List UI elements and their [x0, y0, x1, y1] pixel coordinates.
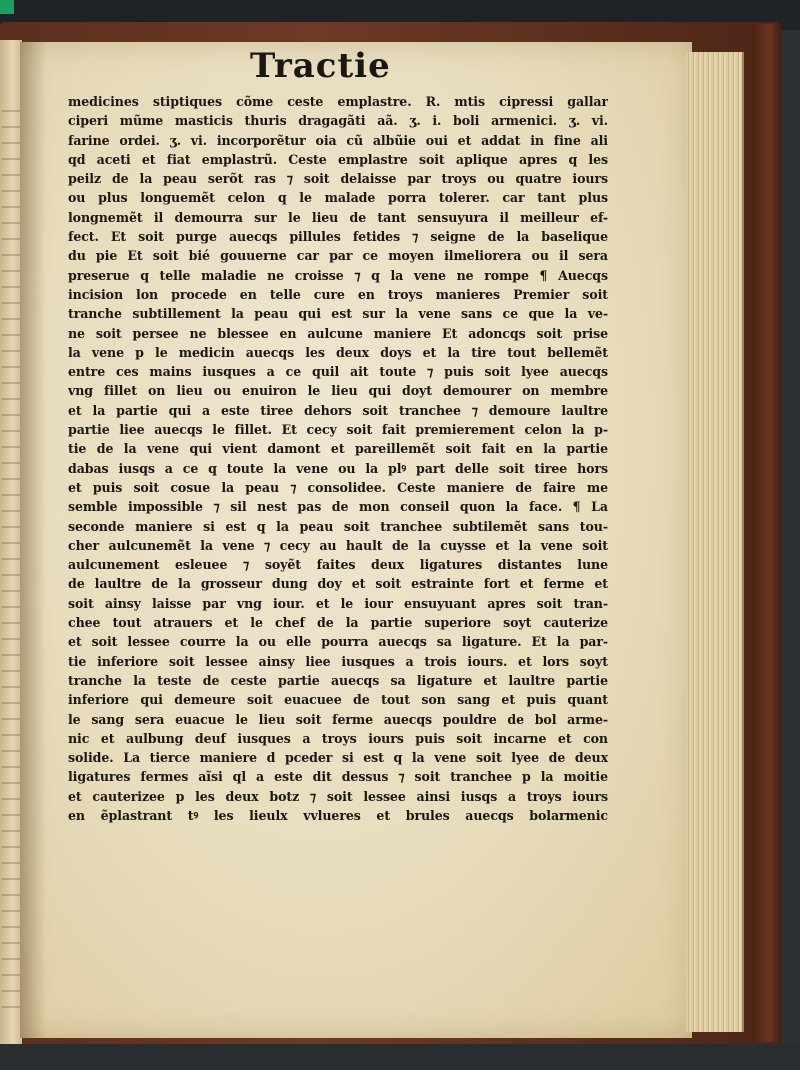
text-line: de laultre de la grosseur dung doy et soit estrainte fort et ferme et — [68, 576, 608, 592]
text-line: preserue q telle maladie ne croisse ⁊ q la vene ne rompe ¶ Auecqs — [68, 267, 608, 283]
text-line: ou plus longuemẽt celon q le malade porra tolerer. car tant plus — [68, 190, 608, 206]
text-line: ne soit persee ne blessee en aulcune maniere Et adoncqs soit prise — [68, 325, 608, 341]
text-line: le sang sera euacue le lieu soit ferme auecqs pouldre de bol arme- — [68, 711, 608, 727]
bottom-background — [0, 1044, 800, 1070]
text-line: tie de la vene qui vient damont et pareillemẽt soit fait en la partie — [68, 441, 608, 457]
text-line: tie inferiore soit lessee ainsy liee iusques a trois iours. et lors soyt — [68, 653, 608, 669]
text-line: et soit lessee courre la ou elle pourra auecqs sa ligature. Et la par- — [68, 634, 608, 650]
text-block — [68, 92, 608, 825]
text-line: entre ces mains iusques a ce quil ait toute ⁊ puis soit lyee auecqs — [68, 364, 608, 380]
text-line: du pie Et soit bié gouuerne car par ce moyen ilmeliorera ou il sera — [68, 248, 608, 264]
text-line: ligatures fermes aĩsi ql a este dit dessus ⁊ soit tranchee p la moitie — [68, 769, 608, 785]
text-line: en ẽplastrant tꝰ les lieulx vvlueres et brules auecqs bolarmenic — [68, 807, 608, 823]
text-line: medicines stiptiques cõme ceste emplastre. R. mtis cipressi gallar — [68, 94, 608, 109]
text-line: tranche subtillement la peau qui est sur la vene sans ce que la ve- — [68, 306, 608, 322]
text-line: chee tout atrauers et le chef de la partie superiore soyt cauterize — [68, 615, 608, 631]
text-line: fect. Et soit purge auecqs pillules fetides ⁊ seigne de la baselique — [68, 229, 608, 245]
text-line: seconde maniere si est q la peau soit tranchee subtilemẽt sans tou- — [68, 518, 608, 534]
text-line: dabas iusqs a ce q toute la vene ou la plꝰ part delle soit tiree hors — [68, 460, 608, 476]
page-fore-edge — [686, 52, 744, 1032]
text-line: farine ordei. ʒ. vi. incorporẽtur oia cũ albũie oui et addat in fine ali — [68, 132, 608, 148]
text-line: nic et aulbung deuf iusques a troys iours puis soit incarne et con — [68, 730, 608, 746]
text-line: ciperi mũme masticis thuris dragagãti aã. ʒ. i. boli armenici. ʒ. vi. — [68, 113, 608, 129]
text-line: inferiore qui demeure soit euacuee de tout son sang et puis quant — [68, 692, 608, 708]
text-line: solide. La tierce maniere d pceder si est q la vene soit lyee de deux — [68, 750, 608, 766]
binding-edge — [752, 24, 782, 1042]
text-line: longnemẽt il demourra sur le lieu de tant sensuyura il meilleur ef- — [68, 209, 608, 225]
gutter-shadow — [20, 42, 46, 1038]
text-line: tranche la teste de ceste partie auecqs sa ligature et laultre partie — [68, 672, 608, 688]
text-line: soit ainsy laisse par vng iour. et le iour ensuyuant apres soit tran- — [68, 595, 608, 611]
text-line: et puis soit cosue la peau ⁊ consolidee. Ceste maniere de faire me — [68, 479, 608, 495]
text-line: peilz de la peau serõt ras ⁊ soit delaisse par troys ou quatre iours — [68, 171, 608, 187]
text-line: semble impossible ⁊ sil nest pas de mon conseil quon la face. ¶ La — [68, 499, 608, 515]
running-head: Tractie — [250, 46, 391, 86]
text-line: incision lon procede en telle cure en troys manieres Premier soit — [68, 286, 608, 302]
facing-page-edge — [0, 40, 22, 1050]
facing-page-text-traces — [2, 110, 20, 1010]
text-line: et la partie qui a este tiree dehors soit tranchee ⁊ demoure laultre — [68, 402, 608, 418]
text-line: qd aceti et fiat emplastrũ. Ceste emplastre soit aplique apres q les — [68, 151, 608, 167]
text-line: et cauterizee p les deux botz ⁊ soit lessee ainsi iusqs a troys iours — [68, 788, 608, 804]
text-line: partie liee auecqs le fillet. Et cecy soit fait premierement celon la p- — [68, 422, 608, 438]
text-line: cher aulcunemẽt la vene ⁊ cecy au hault de la cuysse et la vene soit — [68, 537, 608, 553]
text-line: vng fillet on lieu ou enuiron le lieu qui doyt demourer on membre — [68, 383, 608, 399]
text-line: la vene p le medicin auecqs les deux doys et la tire tout bellemẽt — [68, 344, 608, 360]
text-line: aulcunement esleuee ⁊ soyẽt faites deux ligatures distantes lune — [68, 557, 608, 573]
color-marker — [0, 0, 14, 14]
